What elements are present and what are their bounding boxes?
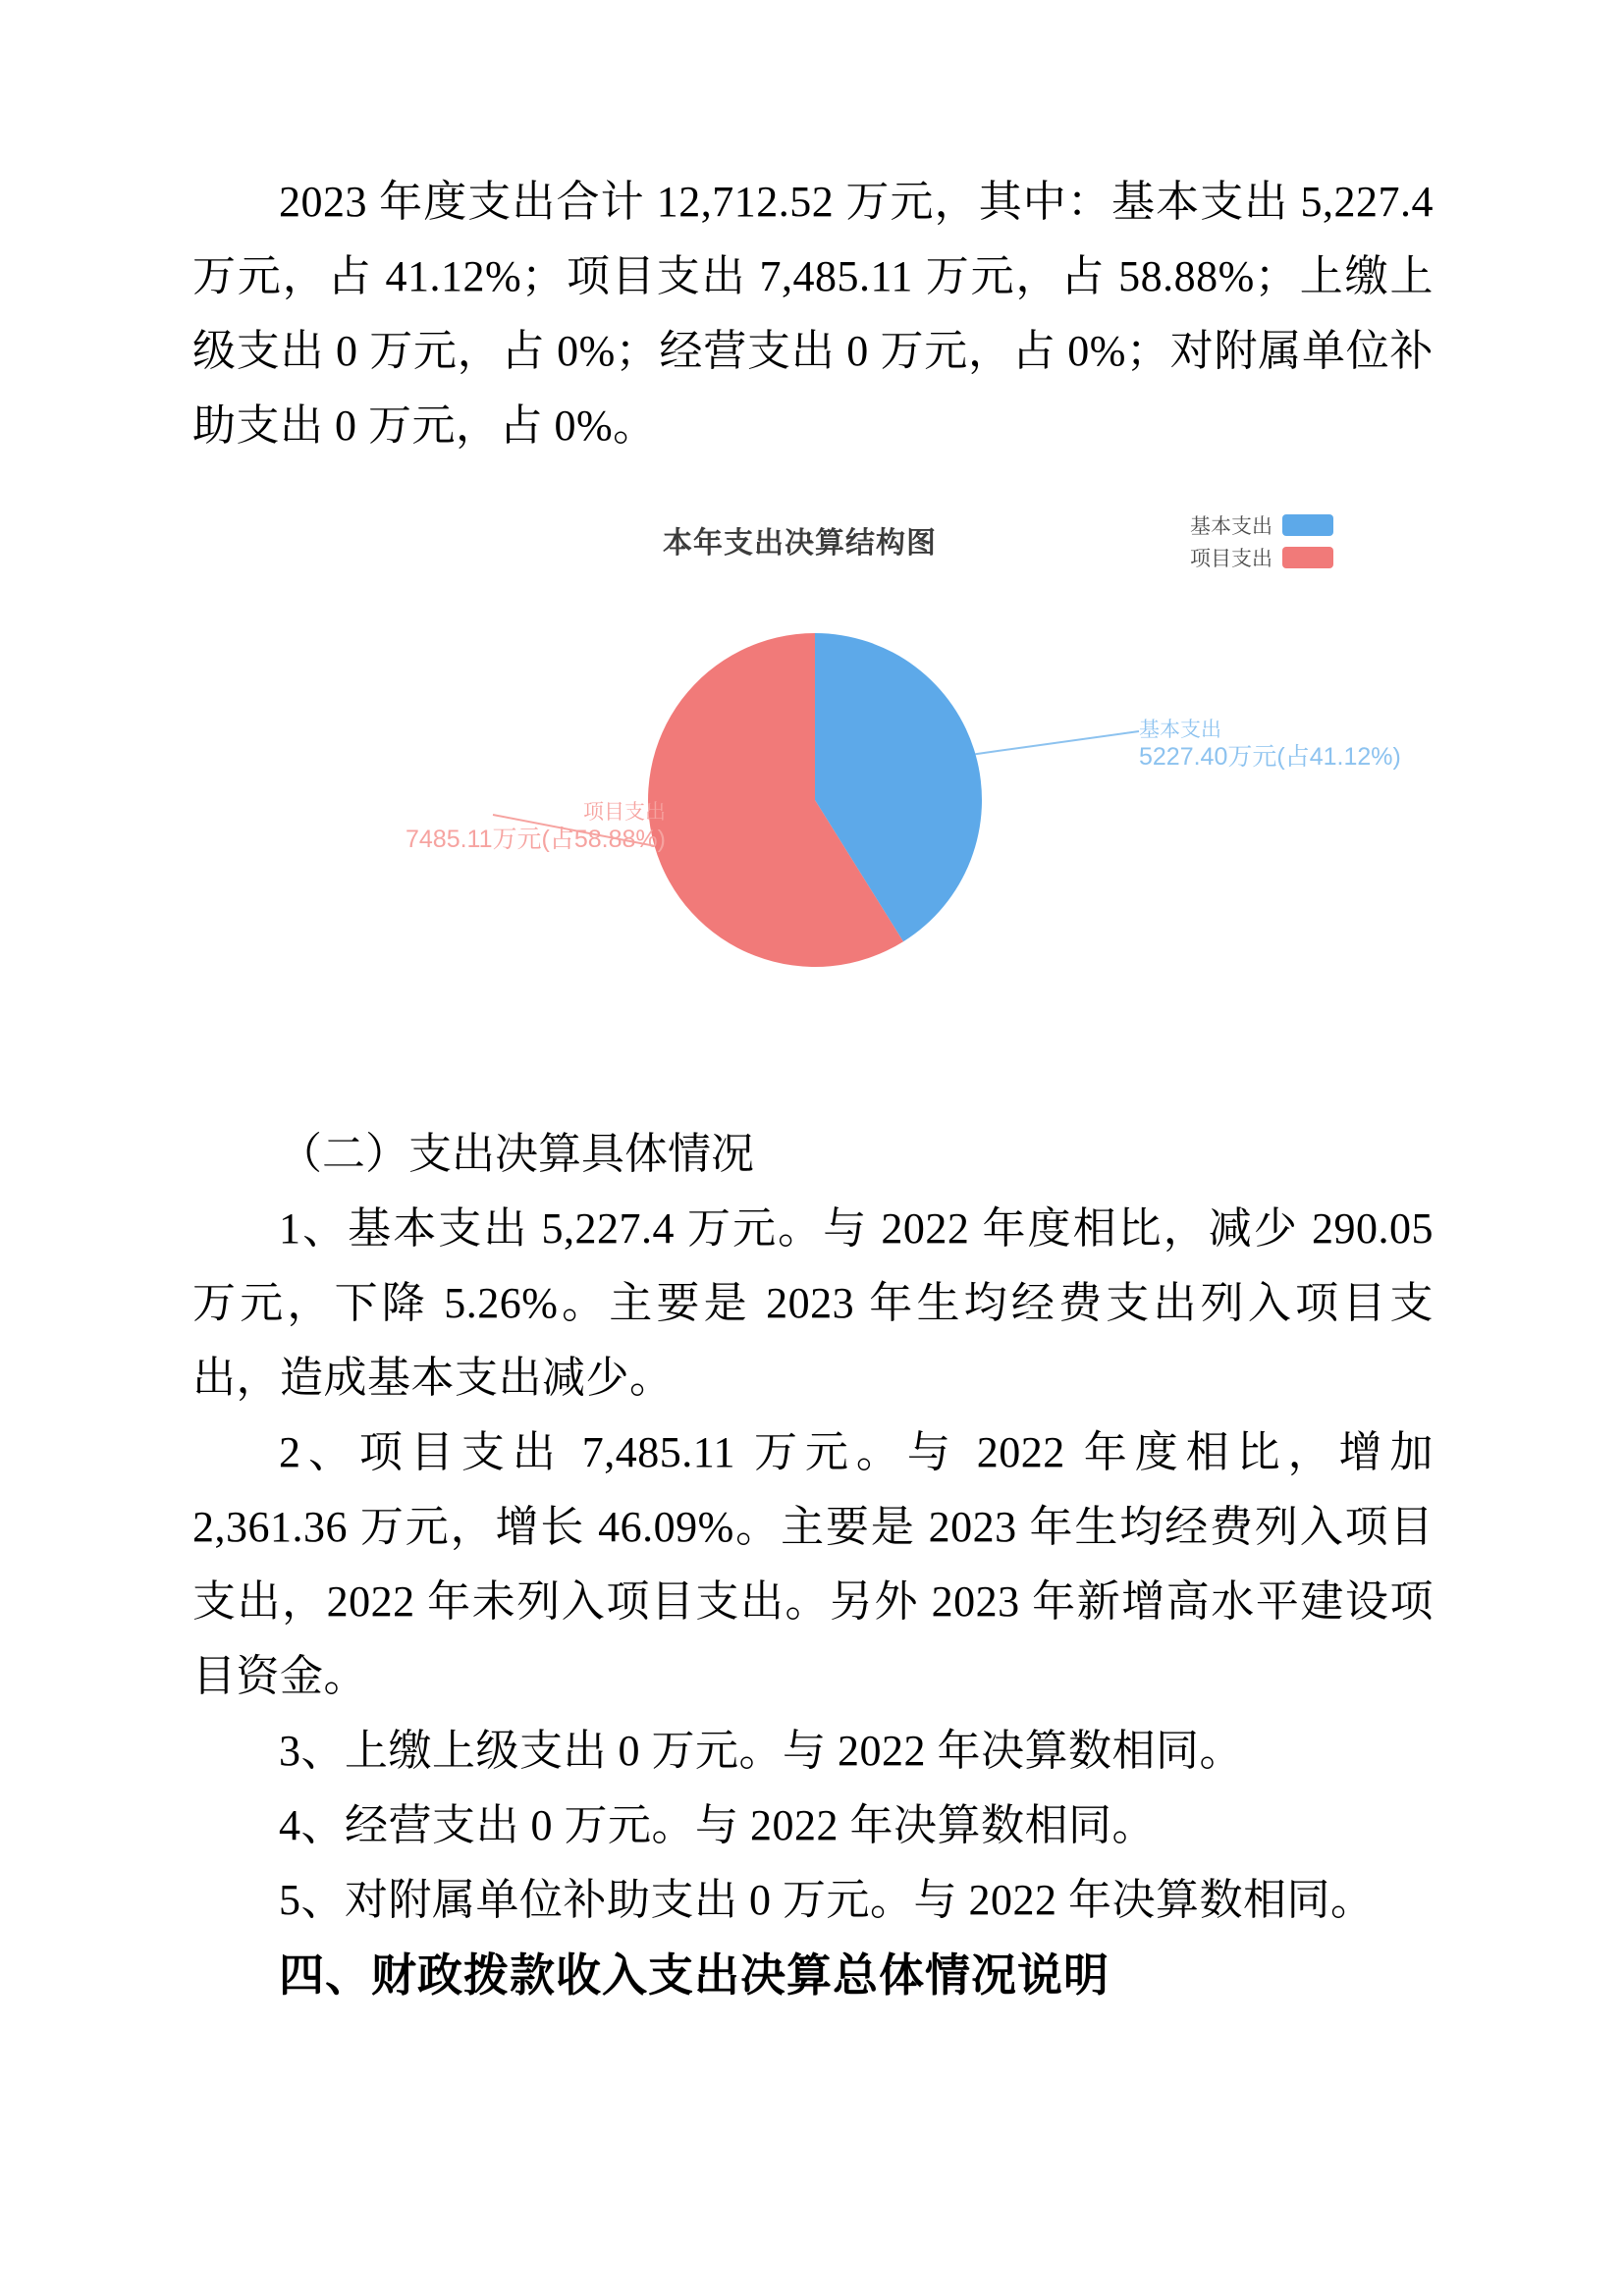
- detail-item-1: 1、基本支出 5,227.4 万元。与 2022 年度相比，减少 290.05 万元，下降 5.26%。主要是 2023 年生均经费支出列入项目支出，造成基本支出减少。: [192, 1204, 1434, 1402]
- pie-label-basic: [1139, 719, 1401, 772]
- pie-plot-area: [177, 560, 1453, 1050]
- detail-section-block: [192, 1117, 1434, 2012]
- legend-label-project: 项目支出: [1190, 547, 1272, 570]
- legend-label-basic: 基本支出: [1190, 514, 1272, 538]
- pie-label-basic-value: 5227.40万元(占41.12%): [1139, 742, 1401, 771]
- pie-label-basic-name: 基本支出: [1139, 719, 1221, 741]
- detail-item-4: 4、经营支出 0 万元。与 2022 年决算数相同。: [279, 1801, 1156, 1849]
- intro-paragraph: 2023 年度支出合计 12,712.52 万元，其中：基本支出 5,227.4 万元，占 41.12%；项目支出 7,485.11 万元，占 58.88%；上缴上级支出 0 万元，占 0%；经营支出 0 万元，占 0%；对附属单位补助支出 0 万元，占 0%。: [192, 178, 1434, 450]
- legend-swatch-basic: [1282, 514, 1333, 536]
- expenditure-pie-chart: [177, 501, 1453, 1050]
- pie-label-project: [406, 801, 666, 854]
- final-heading: 四、财政拨款收入支出决算总体情况说明: [279, 1949, 1110, 2001]
- pie-leader-line-basic: [975, 731, 1139, 754]
- pie-svg: [177, 560, 1453, 1050]
- chart-title: 本年支出决算结构图: [663, 527, 937, 560]
- legend-item-basic[interactable]: [1186, 508, 1333, 541]
- pie-label-project-name: 项目支出: [582, 801, 666, 824]
- pie-label-project-value: 7485.11万元(占58.88%): [406, 825, 666, 853]
- detail-item-2: 2、项目支出 7,485.11 万元。与 2022 年度相比，增加 2,361.36 万元，增长 46.09%。主要是 2023 年生均经费列入项目支出，2022 年未列入项目支出。另外 2023 年新增高水平建设项目资金。: [192, 1428, 1434, 1700]
- section-heading: （二）支出决算具体情况: [279, 1130, 754, 1178]
- intro-paragraph-block: [192, 165, 1434, 463]
- detail-item-3: 3、上缴上级支出 0 万元。与 2022 年决算数相同。: [279, 1727, 1243, 1775]
- detail-item-5: 5、对附属单位补助支出 0 万元。与 2022 年决算数相同。: [279, 1876, 1375, 1924]
